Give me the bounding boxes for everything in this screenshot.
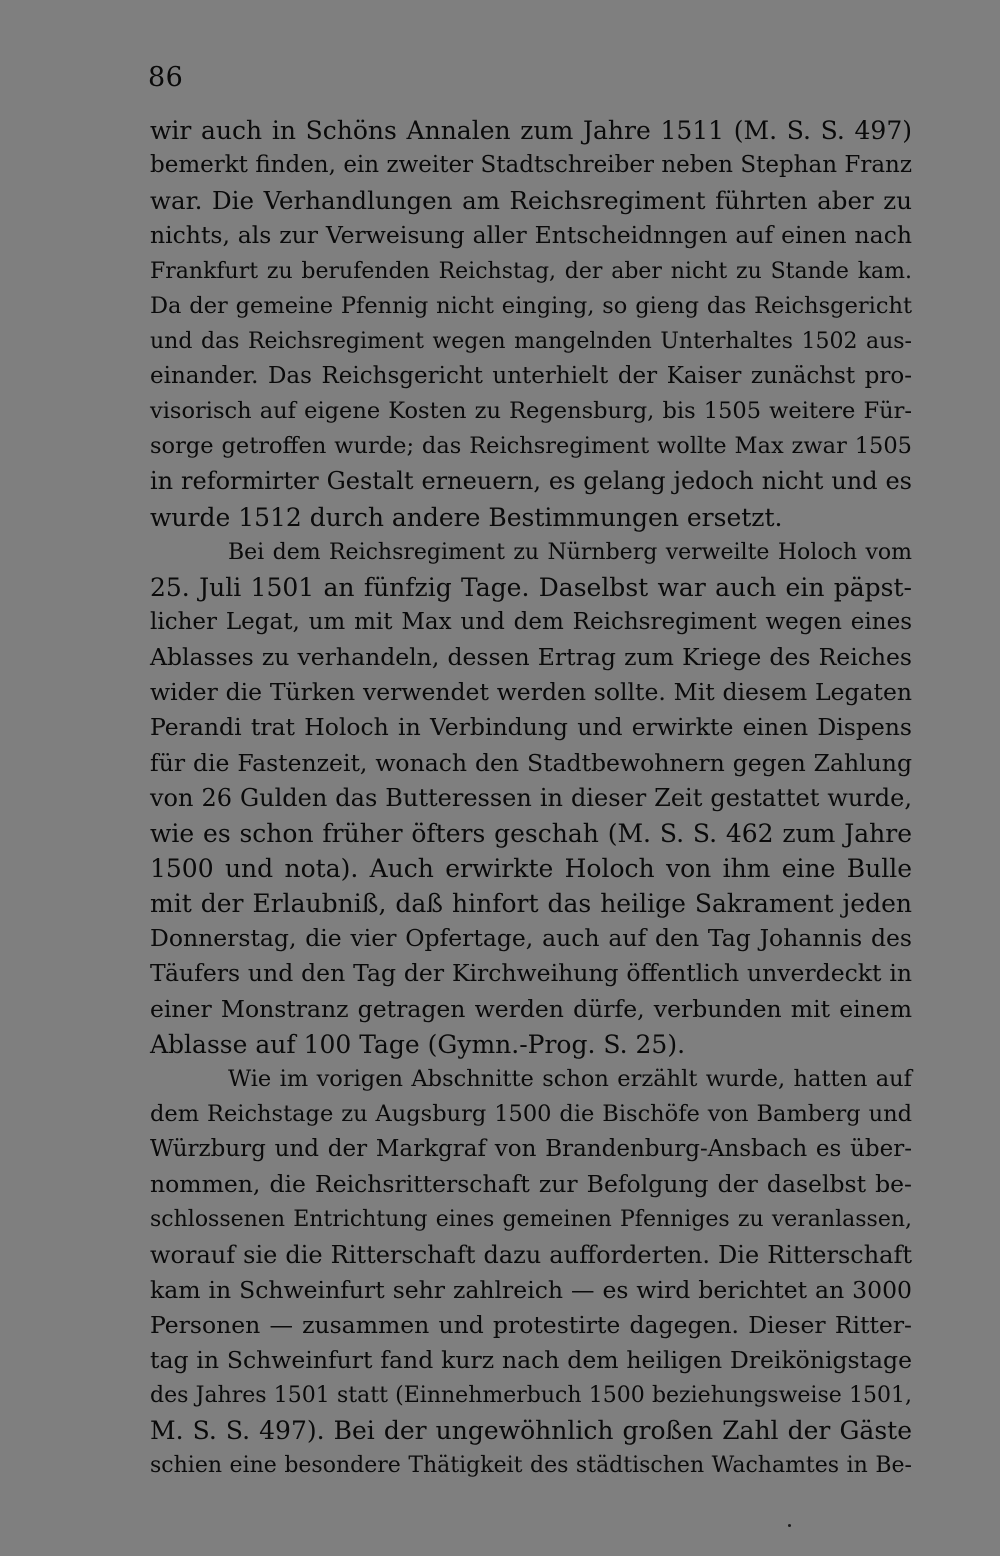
- text-line: einander. Das Reichsgericht unterhielt der Kaiser zunächst pro-: [150, 362, 912, 389]
- text-line: war. Die Verhandlungen am Reichsregiment führten aber zu: [150, 186, 912, 216]
- ink-speck: [788, 1524, 791, 1527]
- text-line: schlossenen Entrichtung eines gemeinen Pfenniges zu veranlassen,: [150, 1207, 912, 1233]
- text-line: in reformirter Gestalt erneuern, es gelang jedoch nicht und es: [150, 467, 912, 496]
- text-line: Ablasses zu verhandeln, dessen Ertrag zum Kriege des Reiches: [150, 643, 912, 672]
- text-line: Ablasse auf 100 Tage (Gymn.-Prog. S. 25).: [150, 1029, 686, 1059]
- text-line: wie es schon früher öfters geschah (M. S. S. 462 zum Jahre: [150, 818, 912, 848]
- text-line: Donnerstag, die vier Opfertage, auch auf den Tag Johannis des: [150, 924, 912, 953]
- text-line: worauf sie die Ritterschaft dazu aufforderten. Die Ritterschaft: [150, 1240, 912, 1269]
- text-line: M. S. S. 497). Bei der ungewöhnlich großen Zahl der Gäste: [150, 1416, 912, 1446]
- text-line: 25. Juli 1501 an fünfzig Tage. Daselbst war auch ein päpst-: [150, 572, 912, 602]
- text-line: des Jahres 1501 statt (Einnehmerbuch 1500 beziehungsweise 1501,: [150, 1383, 912, 1409]
- text-line: wider die Türken verwendet werden sollte. Mit diesem Legaten: [150, 678, 912, 707]
- text-line: bemerkt finden, ein zweiter Stadtschreiber neben Stephan Franz: [150, 152, 912, 179]
- text-line: 1500 und nota). Auch erwirkte Holoch von ihm eine Bulle: [150, 853, 912, 883]
- paragraph-start-line: Bei dem Reichsregiment zu Nürnberg verweilte Holoch vom: [228, 539, 912, 565]
- text-line: Würzburg und der Markgraf von Brandenburg-Ansbach es über-: [150, 1136, 912, 1163]
- text-line: wurde 1512 durch andere Bestimmungen ersetzt.: [150, 502, 783, 532]
- text-line: sorge getroffen wurde; das Reichsregiment wollte Max zwar 1505: [150, 433, 912, 460]
- text-line: für die Fastenzeit, wonach den Stadtbewohnern gegen Zahlung: [150, 748, 912, 777]
- body-text: [150, 113, 912, 1483]
- text-line: tag in Schweinfurt fand kurz nach dem heiligen Dreikönigstage: [150, 1345, 912, 1374]
- text-line: und das Reichsregiment wegen mangelnden Unterhaltes 1502 aus-: [150, 328, 912, 354]
- text-line: wir auch in Schöns Annalen zum Jahre 1511 (M. S. S. 497): [150, 116, 912, 145]
- text-line: Da der gemeine Pfennig nicht einging, so gieng das Reichsgericht: [150, 292, 912, 319]
- text-line: nommen, die Reichsritterschaft zur Befolgung der daselbst be-: [150, 1170, 912, 1199]
- text-line: schien eine besondere Thätigkeit des städtischen Wachamtes in Be-: [150, 1453, 912, 1479]
- text-line: visorisch auf eigene Kosten zu Regensburg, bis 1505 weitere Für-: [150, 398, 912, 425]
- text-line: dem Reichstage zu Augsburg 1500 die Bischöfe von Bamberg und: [150, 1100, 912, 1127]
- text-line: einer Monstranz getragen werden dürfe, verbunden mit einem: [150, 994, 912, 1023]
- text-line: Täufers und den Tag der Kirchweihung öffentlich unverdeckt in: [150, 959, 912, 988]
- paragraph-start-line: Wie im vorigen Abschnitte schon erzählt wurde, hatten auf: [228, 1065, 912, 1092]
- text-line: Frankfurt zu berufenden Reichstag, der aber nicht zu Stande kam.: [150, 258, 912, 284]
- text-line: Perandi trat Holoch in Verbindung und erwirkte einen Dispens: [150, 713, 912, 742]
- text-line: kam in Schweinfurt sehr zahlreich — es wird berichtet an 3000: [150, 1275, 912, 1304]
- text-line: mit der Erlaubniß, daß hinfort das heilige Sakrament jeden: [150, 889, 912, 919]
- text-line: von 26 Gulden das Butteressen in dieser Zeit gestattet wurde,: [150, 783, 912, 812]
- text-line: nichts, als zur Verweisung aller Entscheidnngen auf einen nach: [150, 221, 912, 250]
- text-line: licher Legat, um mit Max und dem Reichsregiment wegen eines: [150, 608, 912, 635]
- page-number: 86: [148, 62, 184, 93]
- text-line: Personen — zusammen und protestirte dagegen. Dieser Ritter-: [150, 1310, 912, 1339]
